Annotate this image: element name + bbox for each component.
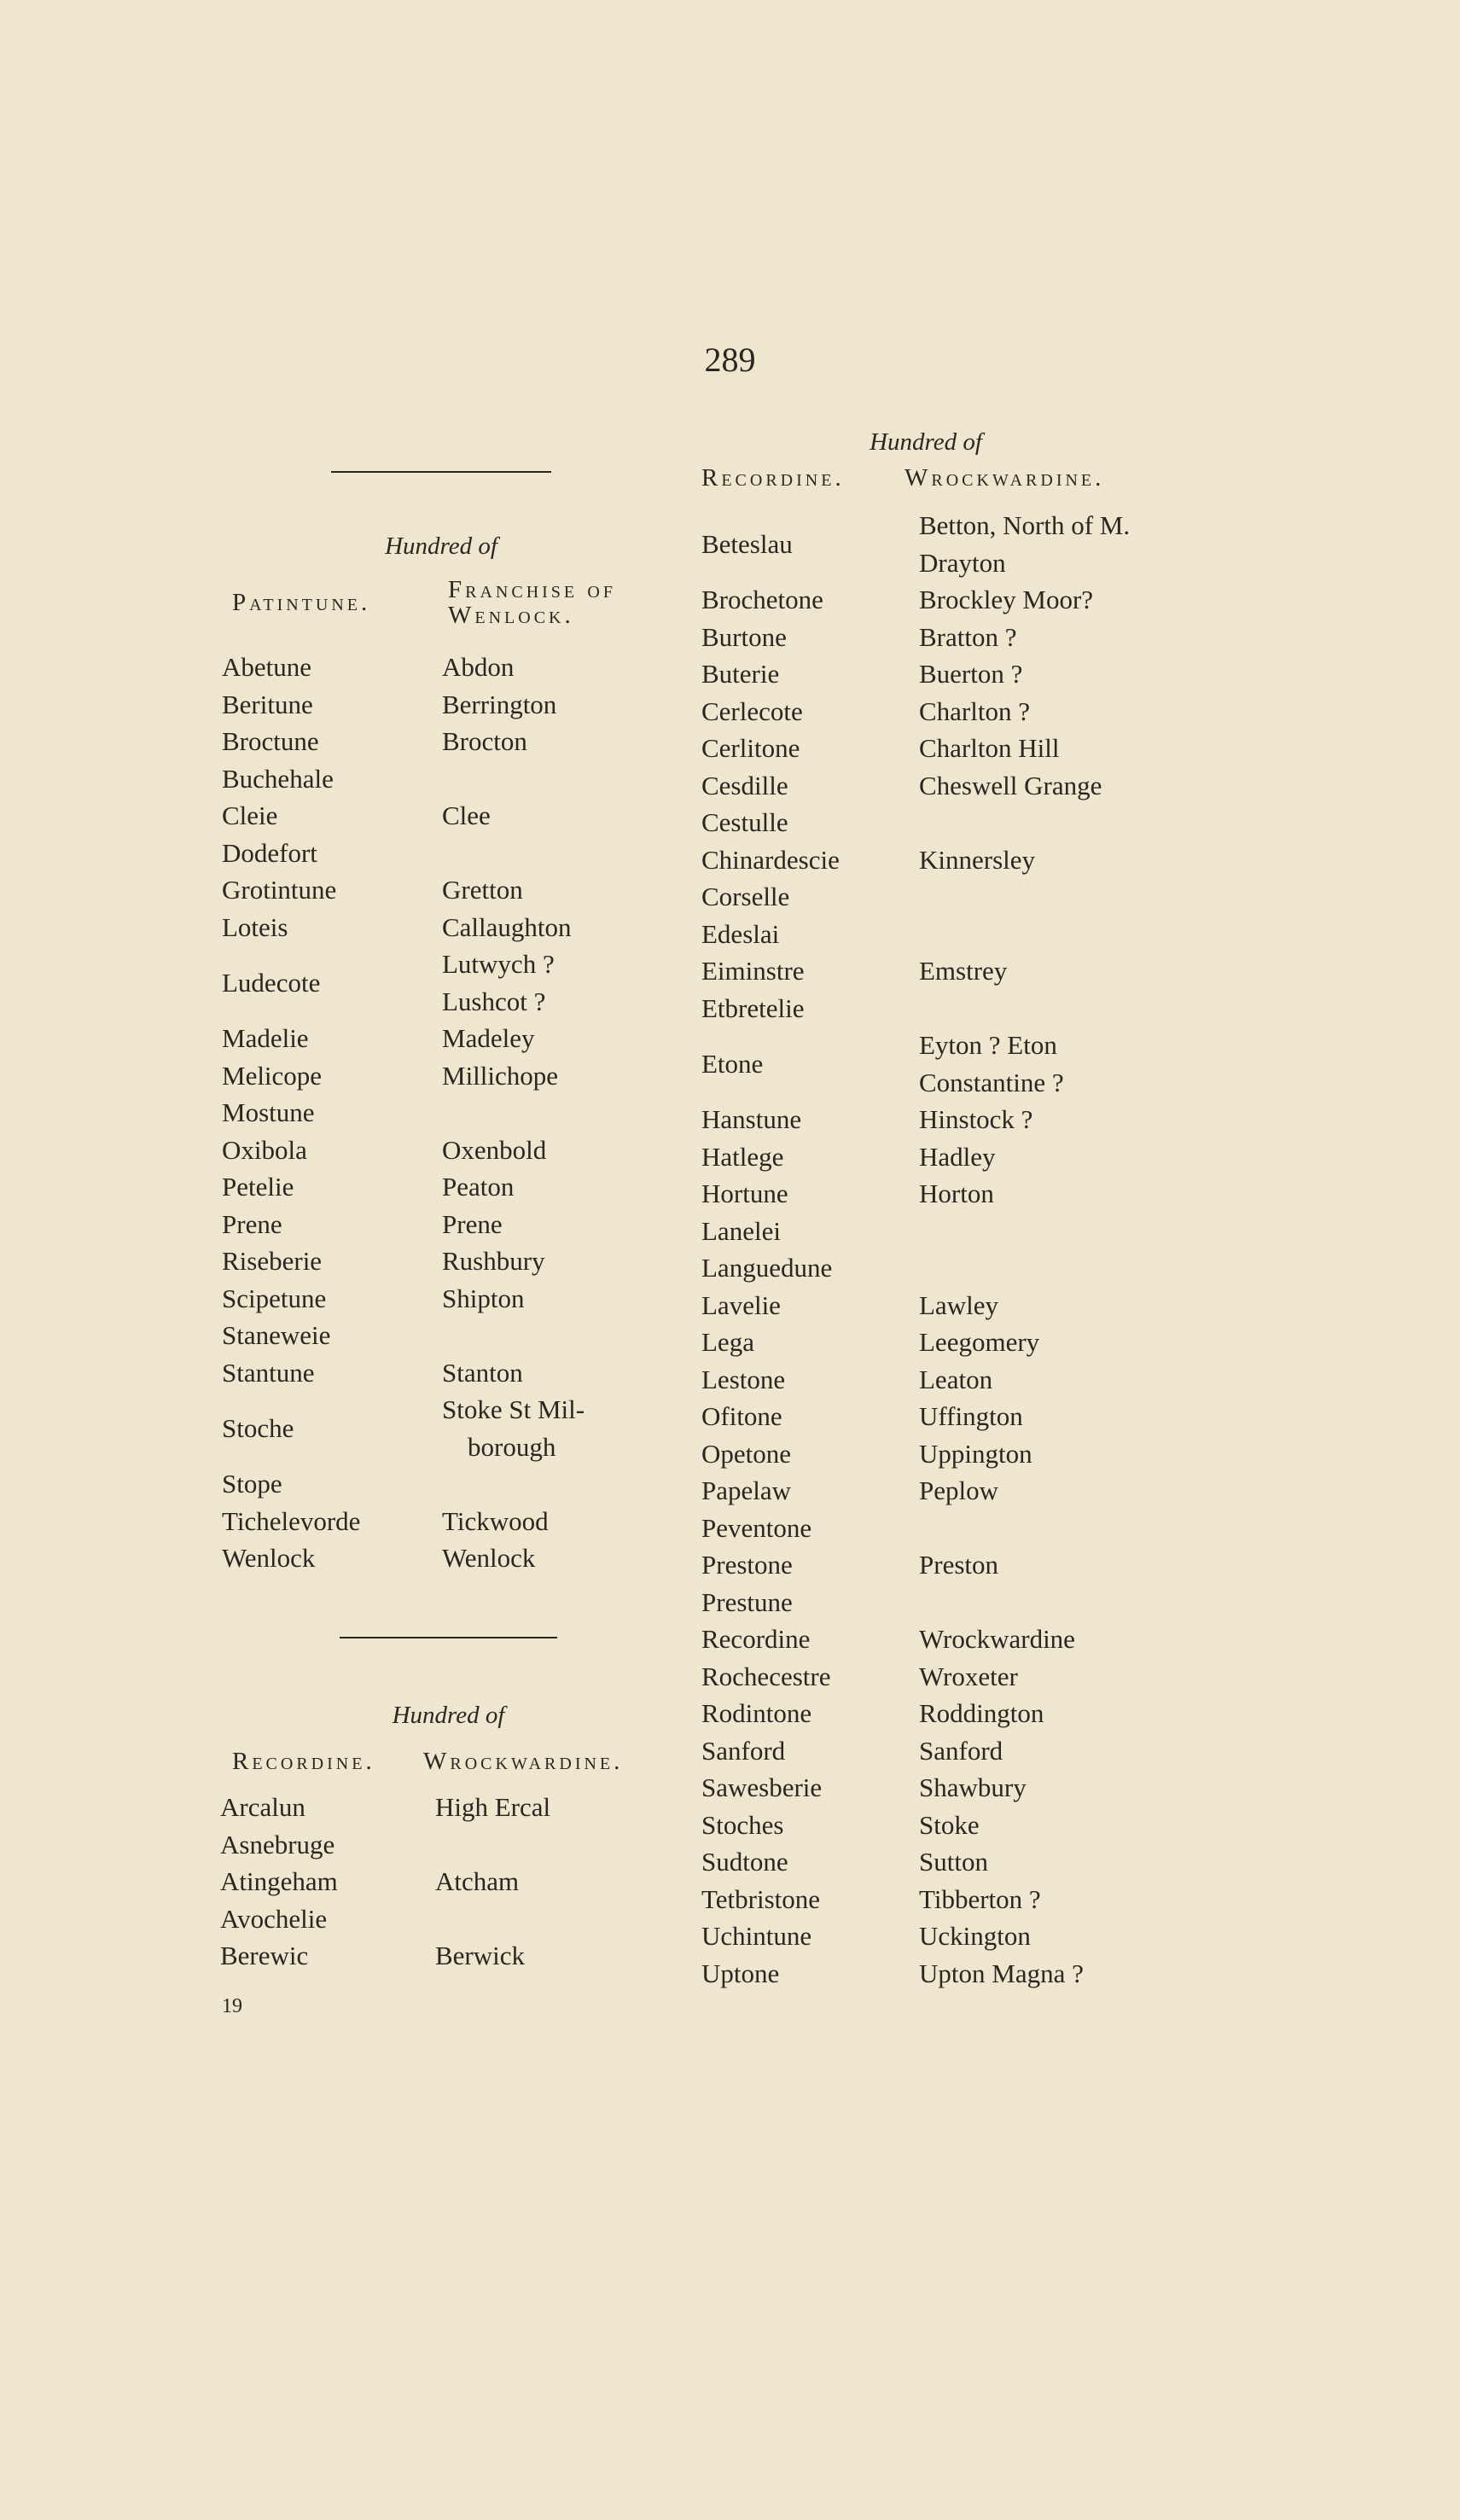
list-item: Recordine [701, 1624, 811, 1654]
column-header: Wrockwardine. [423, 1748, 624, 1775]
list-item: Ludecote [222, 967, 321, 998]
list-item: Ofitone [701, 1401, 782, 1431]
list-item: Sanford [701, 1735, 786, 1766]
list-item: Stantune [222, 1357, 315, 1388]
list-item: Berwick [435, 1941, 526, 1970]
list-item: Brochetone [701, 585, 823, 614]
list-item: Kinnersley [919, 844, 1036, 875]
column-header: Franchise of Wenlock. [448, 576, 616, 629]
list-item [919, 804, 1154, 841]
signature-mark: 19 [222, 1995, 242, 2017]
list-item [919, 1249, 1154, 1287]
list-item: Broctune [222, 726, 319, 756]
list-item: Eiminstre [701, 956, 805, 986]
list-item: Petelie [222, 1172, 294, 1202]
list-item: Stoche [222, 1412, 294, 1443]
list-item: Betton, North of M. Drayton [919, 510, 1131, 578]
section-heading: Hundred of [392, 1702, 505, 1729]
list-item: Atingeham [220, 1866, 338, 1896]
list-item: Grotintune [222, 875, 337, 905]
list-item: Stoke [919, 1809, 980, 1840]
list-item: Charlton Hill [919, 733, 1060, 763]
list-item [442, 760, 647, 798]
list-item: Horton [919, 1179, 994, 1208]
list-item: Asnebruge [220, 1829, 335, 1859]
list-item: Roddington [919, 1698, 1044, 1728]
list-item: Madeley [442, 1023, 535, 1053]
list-item: Madelie [222, 1023, 309, 1053]
list-item: Uppington [919, 1438, 1032, 1469]
list-item: Cleie [222, 800, 278, 830]
list-item [919, 878, 1154, 916]
list-item: Rushbury [442, 1246, 545, 1276]
list-item: Oxibola [222, 1134, 307, 1165]
list-item: Eyton ? Eton Constantine ? [919, 1030, 1064, 1097]
list-item: Oxenbold [442, 1134, 547, 1165]
list-item: Chinardescie [701, 844, 840, 875]
list-item: Cheswell Grange [919, 770, 1102, 800]
list-item: Staneweie [222, 1320, 331, 1350]
list-item: Berewic [220, 1941, 309, 1970]
list-item: Clee [442, 800, 491, 830]
list-item: Stoches [701, 1809, 784, 1840]
list-item: Riseberie [222, 1246, 323, 1276]
list-item [919, 916, 1154, 953]
list-item [442, 1317, 647, 1354]
column-header: Recordine. [701, 464, 845, 492]
list-item: Stanton [442, 1357, 523, 1388]
place-column-modern [919, 507, 1154, 1992]
list-item: Lavelie [701, 1289, 781, 1320]
list-item [919, 1584, 1154, 1621]
section-heading: Hundred of [870, 428, 982, 456]
list-item: Prestone [701, 1550, 793, 1580]
list-item: Uptone [701, 1958, 780, 1988]
list-item: Tibberton ? [919, 1883, 1041, 1914]
list-item [919, 990, 1154, 1027]
list-item: Cerlitone [701, 733, 800, 763]
list-item: Tetbristone [701, 1883, 821, 1914]
column-header: Recordine. [232, 1748, 375, 1775]
list-item: Abdon [442, 652, 515, 682]
list-item: Opetone [701, 1438, 792, 1469]
list-item: Avochelie [220, 1903, 328, 1934]
list-item: Gretton [442, 875, 523, 905]
list-item: Brocton [442, 726, 527, 756]
list-item: Prene [222, 1208, 282, 1239]
place-column-modern [435, 1789, 640, 1975]
list-item: Tickwood [442, 1505, 549, 1536]
list-item: Buterie [701, 659, 780, 689]
list-item [919, 1213, 1154, 1250]
list-item: Sudtone [701, 1847, 788, 1877]
place-column-domesday [220, 1789, 429, 1975]
list-item: Rochecestre [701, 1661, 831, 1691]
list-item: Etone [701, 1048, 764, 1079]
list-item: Edeslai [701, 918, 780, 949]
list-item: Uchintune [701, 1921, 812, 1951]
list-item: Buerton ? [919, 659, 1023, 689]
list-item: Beritune [222, 689, 313, 719]
list-item: Corselle [701, 882, 790, 911]
list-item: Lestone [701, 1364, 786, 1394]
place-column-domesday [222, 649, 439, 1577]
list-item [919, 1510, 1154, 1547]
list-item: Mostune [222, 1097, 315, 1127]
list-item [435, 1826, 640, 1864]
list-item: Cesdille [701, 770, 788, 800]
list-item: Cerlecote [701, 695, 803, 726]
place-column-modern [442, 649, 647, 1577]
list-item: Cestulle [701, 807, 788, 837]
list-item: Bratton ? [919, 621, 1017, 652]
list-item: Lawley [919, 1289, 998, 1320]
list-item: Brockley Moor? [919, 585, 1094, 614]
list-item: High Ercal [435, 1792, 551, 1822]
list-item: Sawesberie [701, 1772, 823, 1802]
list-item: Peaton [442, 1172, 515, 1202]
list-item: Shipton [442, 1283, 525, 1313]
list-item: Uckington [919, 1921, 1031, 1951]
list-item [442, 835, 647, 872]
list-item: Charlton ? [919, 695, 1030, 726]
list-item: Burtone [701, 621, 787, 652]
list-item: Leaton [919, 1364, 993, 1394]
list-item: Sutton [919, 1847, 988, 1877]
list-item [442, 1465, 647, 1503]
list-item: Lanelei [701, 1215, 781, 1246]
list-item [435, 1900, 640, 1938]
list-item [442, 1094, 647, 1132]
list-item: Dodefort [222, 837, 317, 868]
list-item: Millichope [442, 1060, 559, 1091]
list-item: Preston [919, 1550, 998, 1580]
list-item: Scipetune [222, 1283, 327, 1313]
list-item: Peventone [701, 1512, 812, 1543]
list-item: Hinstock ? [919, 1104, 1033, 1134]
column-header: Patintune. [232, 589, 371, 616]
section-divider [331, 471, 551, 473]
list-item: Wrockwardine [919, 1624, 1075, 1654]
list-item: Abetune [222, 652, 312, 682]
list-item: Stope [222, 1469, 282, 1499]
list-item: Tichelevorde [222, 1505, 361, 1536]
list-item: Sanford [919, 1735, 1003, 1766]
list-item: Callaughton [442, 911, 572, 942]
list-item: Leegomery [919, 1327, 1040, 1357]
place-column-domesday [701, 507, 910, 1992]
list-item: Etbretelie [701, 992, 805, 1023]
list-item: Uffington [919, 1401, 1023, 1431]
section-divider [340, 1637, 557, 1638]
list-item: Upton Magna ? [919, 1958, 1084, 1988]
list-item: Hanstune [701, 1104, 802, 1134]
list-item: Peplow [919, 1475, 998, 1505]
list-item: Beteslau [701, 528, 793, 559]
list-item: Prestune [701, 1586, 793, 1617]
list-item: Lutwych ? Lushcot ? [442, 949, 555, 1016]
page-number: 289 [704, 340, 756, 379]
list-item: Papelaw [701, 1475, 792, 1505]
list-item: Wenlock [222, 1543, 316, 1573]
list-item: Atcham [435, 1866, 520, 1896]
list-item: Buchehale [222, 763, 334, 794]
list-item: Melicope [222, 1060, 323, 1091]
list-item: Lega [701, 1327, 754, 1357]
list-item: Hortune [701, 1179, 788, 1208]
list-item: Wenlock [442, 1543, 536, 1573]
list-item: Hadley [919, 1141, 996, 1172]
list-item: Languedune [701, 1253, 833, 1283]
list-item: Hatlege [701, 1141, 784, 1172]
section-heading: Hundred of [385, 533, 497, 560]
list-item: Wroxeter [919, 1661, 1018, 1691]
list-item: Berrington [442, 689, 557, 719]
list-item: Emstrey [919, 956, 1008, 986]
column-header: Wrockwardine. [905, 464, 1105, 492]
list-item: Shawbury [919, 1772, 1027, 1802]
list-item: Arcalun [220, 1792, 305, 1822]
list-item: Rodintone [701, 1698, 812, 1728]
list-item: Loteis [222, 911, 288, 942]
list-item: Prene [442, 1208, 503, 1239]
list-item: Stoke St Mil- borough [442, 1394, 585, 1462]
